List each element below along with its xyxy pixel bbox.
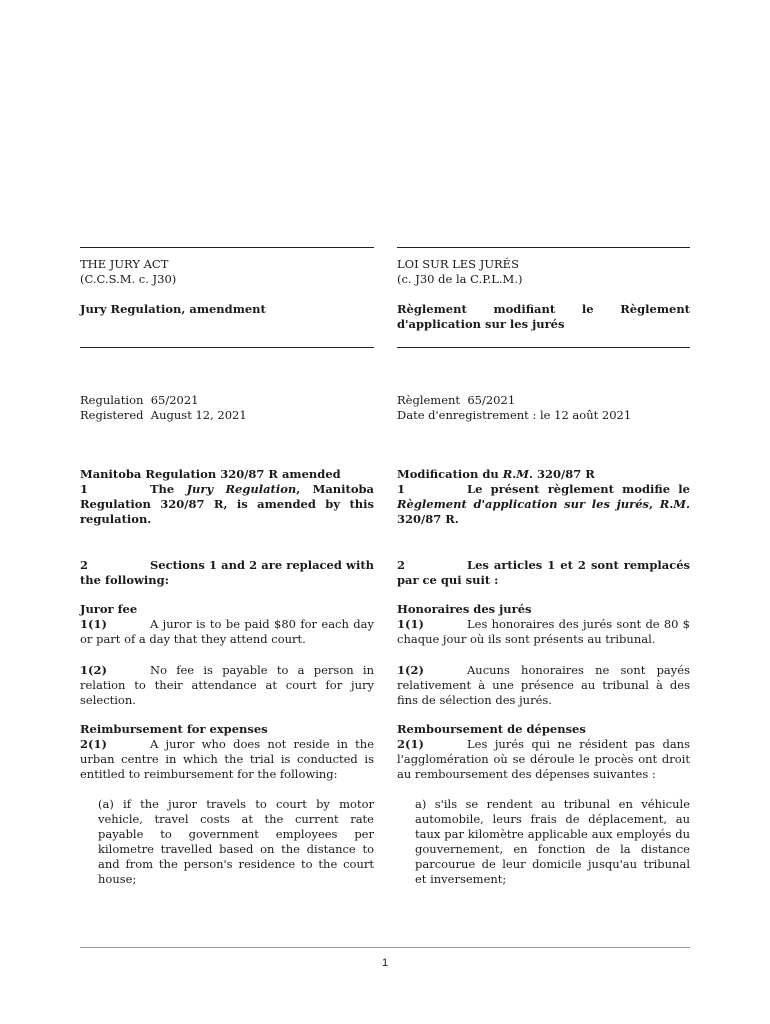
section-1-2-en — [80, 663, 374, 708]
s1-text-c-fr: 320/87 R. — [397, 512, 459, 526]
s1-heading-italic-fr: R.M. — [502, 467, 534, 481]
section-2-1-text-en: A juror who does not reside in the urban centre in which the trial is conducted is entitled to reimbursement for the following: — [80, 737, 374, 781]
s1-text-b-en: , Manitoba Regulation 320/87 R, is amended by this regulation. — [80, 482, 374, 526]
reimbursement-heading-fr: Remboursement de dépenses — [397, 722, 586, 736]
section-2-num-fr: 2 — [397, 558, 406, 572]
juror-fee-heading-fr: Honoraires des jurés — [397, 602, 532, 616]
act-citation-fr: (c. J30 de la C.P.L.M.) — [397, 272, 523, 286]
section-2-1-num-fr: 2(1) — [397, 737, 424, 751]
section-1-text-en — [80, 482, 374, 527]
section-1-1-num-en: 1(1) — [80, 617, 107, 631]
section-1-2-fr — [397, 663, 690, 708]
s1-text-italic-fr: Règlement d'application sur les jurés — [397, 497, 649, 511]
clause-a-en: (a) if the juror travels to court by motor vehicle, travel costs at the current rate payable to government employees per kilometre travelled based on the distance to and from the person's residence to the court house; — [98, 797, 374, 886]
section-2-text-fr: Les articles 1 et 2 sont remplacés par ce qui suit : — [397, 558, 690, 587]
section-2-num-en: 2 — [80, 558, 89, 572]
section-1-heading-fr — [397, 467, 690, 482]
section-1-2-num-en: 1(2) — [80, 663, 107, 677]
section-2-en — [80, 558, 374, 588]
section-1-fr — [397, 467, 690, 527]
juror-fee-fr — [397, 602, 690, 647]
clause-a-fr: a) s'ils se rendent au tribunal en véhicule automobile, leurs frais de déplacement, au taux par kilomètre applicable aux employés du gouvernement, en fonction de la distance parcourue de leur domicile jusqu'au tribunal et inversement; — [415, 797, 690, 886]
footer-rule — [80, 947, 690, 948]
registered-en: Registered August 12, 2021 — [80, 408, 247, 422]
act-heading-left — [80, 257, 374, 287]
registration-fr — [397, 393, 690, 423]
registered-fr: Date d'enregistrement : le 12 août 2021 — [397, 408, 632, 422]
reg-title-en: Jury Regulation, amendment — [80, 302, 266, 316]
act-citation-en: (C.C.S.M. c. J30) — [80, 272, 177, 286]
section-1-1-en — [80, 617, 374, 647]
section-2-1-fr — [397, 737, 690, 782]
reg-number-fr: Règlement 65/2021 — [397, 393, 516, 407]
title-rule-right — [397, 347, 690, 348]
section-2-text-en: Sections 1 and 2 are replaced with the following: — [80, 558, 374, 587]
section-1-en — [80, 467, 374, 527]
section-2-1-en — [80, 737, 374, 782]
reimbursement-en — [80, 722, 374, 782]
section-1-text-fr — [397, 482, 690, 527]
section-1-2-text-fr: Aucuns honoraires ne sont payés relativement à une présence au tribunal à des fins de sélection des jurés. — [397, 663, 690, 707]
section-1-heading-en: Manitoba Regulation 320/87 R amended — [80, 467, 341, 481]
s1-heading-b-fr: 320/87 R — [533, 467, 595, 481]
s1-text-italic2-fr: R.M. — [659, 497, 690, 511]
act-title-en: THE JURY ACT — [80, 257, 169, 271]
s1-text-a-en: The — [150, 482, 187, 496]
reimbursement-fr — [397, 722, 690, 782]
section-1-1-num-fr: 1(1) — [397, 617, 424, 631]
juror-fee-en — [80, 602, 374, 647]
section-1-2-num-fr: 1(2) — [397, 663, 424, 677]
section-1-2-text-en: No fee is payable to a person in relation to their attendance at court for jury selection. — [80, 663, 374, 707]
reg-title-fr: Règlement modifiant le Règlement d'application sur les jurés — [397, 302, 690, 331]
act-title-fr: LOI SUR LES JURÉS — [397, 257, 519, 271]
page-number: 1 — [381, 957, 389, 969]
section-1-1-text-fr: Les honoraires des jurés sont de 80 $ chaque jour où ils sont présents au tribunal. — [397, 617, 690, 646]
section-2-1-text-fr: Les jurés qui ne résident pas dans l'agglomération où se déroule le procès ont droit au remboursement des dépenses suivantes : — [397, 737, 690, 781]
s1-heading-a-fr: Modification du — [397, 467, 503, 481]
title-rule-left — [80, 347, 374, 348]
section-1-num-en: 1 — [80, 482, 89, 496]
top-rule-left — [80, 247, 374, 248]
section-2-fr — [397, 558, 690, 588]
reimbursement-heading-en: Reimbursement for expenses — [80, 722, 268, 736]
section-1-num-fr: 1 — [397, 482, 406, 496]
registration-en — [80, 393, 374, 423]
s1-text-italic-en: Jury Regulation — [186, 482, 297, 496]
juror-fee-heading-en: Juror fee — [80, 602, 138, 616]
reg-number-en: Regulation 65/2021 — [80, 393, 199, 407]
act-heading-right — [397, 257, 690, 287]
section-2-1-num-en: 2(1) — [80, 737, 107, 751]
s1-text-a-fr: Le présent règlement modifie le — [467, 482, 690, 496]
top-rule-right — [397, 247, 690, 248]
section-1-1-fr — [397, 617, 690, 647]
s1-text-b-fr: , — [648, 497, 660, 511]
section-1-1-text-en: A juror is to be paid $80 for each day or part of a day that they attend court. — [80, 617, 374, 646]
